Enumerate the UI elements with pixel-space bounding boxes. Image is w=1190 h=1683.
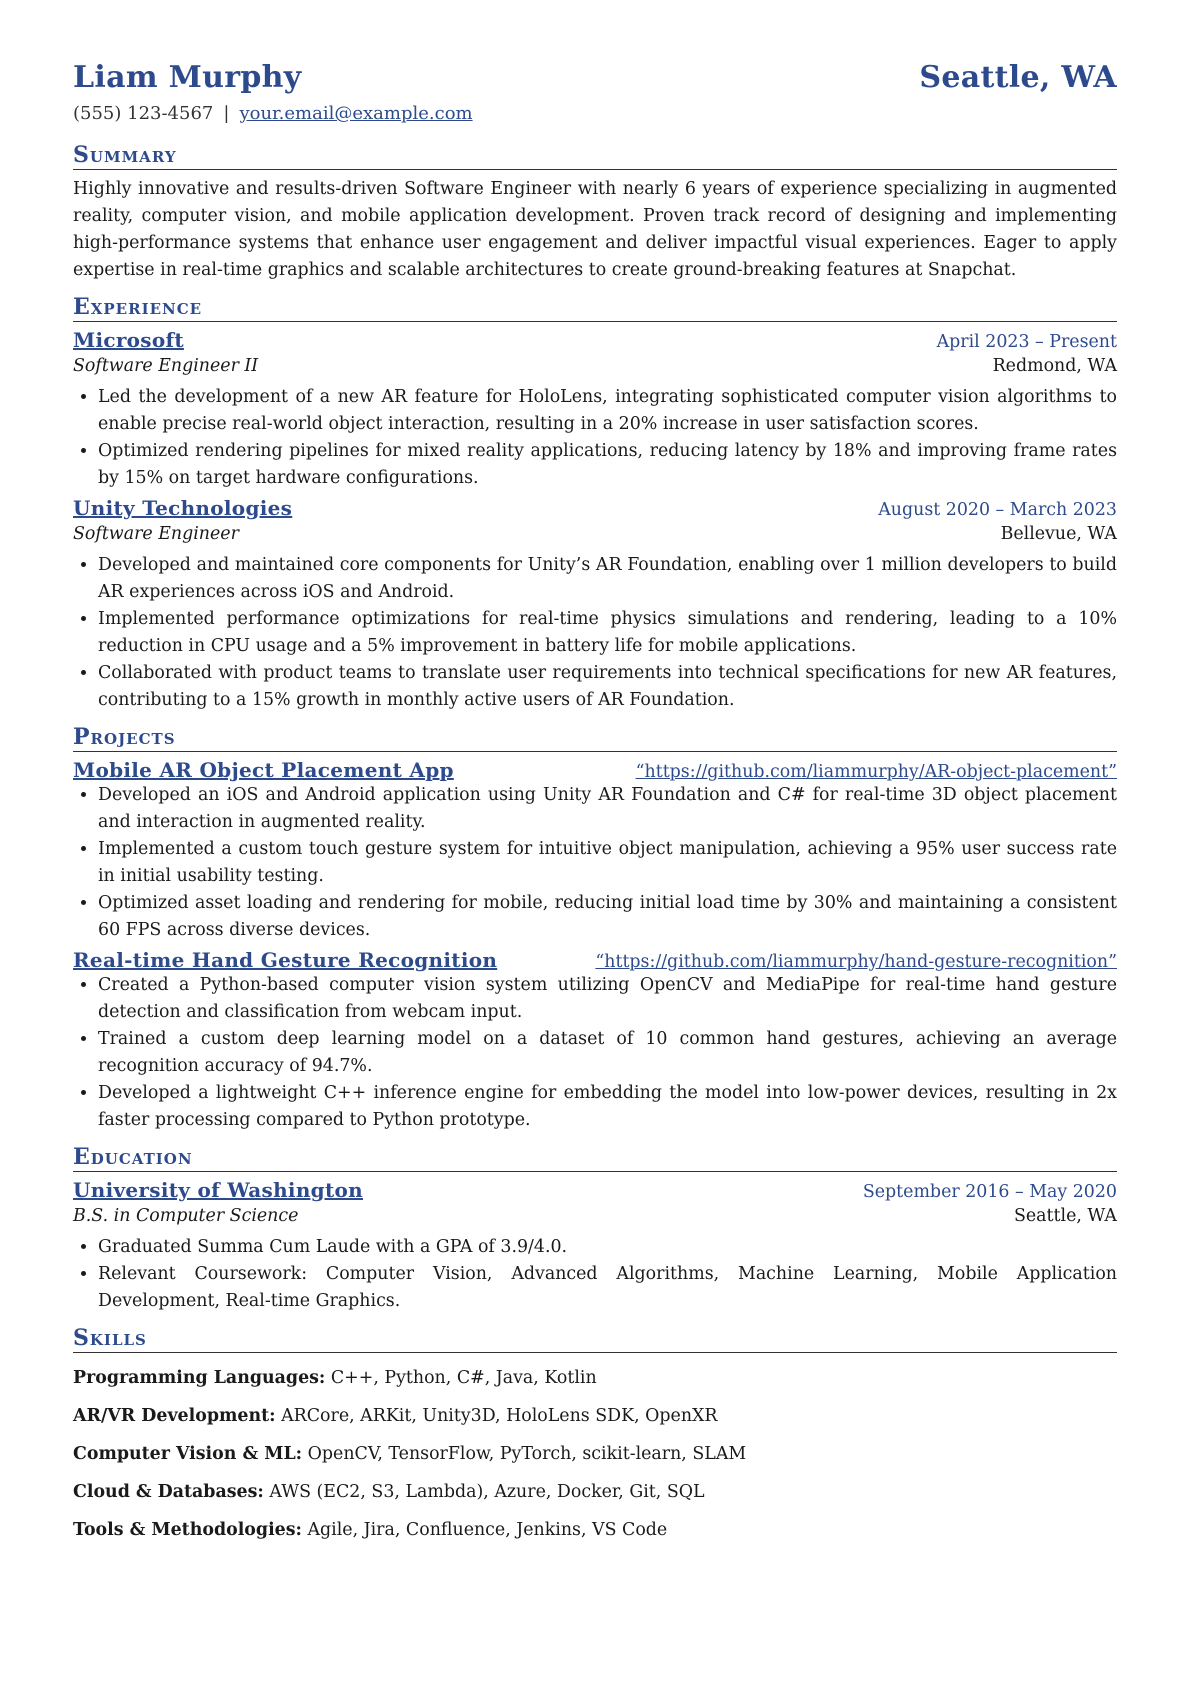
- list-item: • Graduated Summa Cum Laude with a GPA of 3.9/4.0.: [98, 1234, 1117, 1261]
- summary-text: Highly innovative and results-driven Software Engineer with nearly 6 years of experience specializing in augmented reality, computer vision, and mobile application development. Proven track record of designing and implementing high-performance systems that enhance user engagement and deliver impactful visual experiences. Eager to apply expertise in real-time graphics and scalable architectures to create ground-breaking features at Snapchat.: [73, 179, 1117, 280]
- section-title-projects: Projects: [73, 724, 1117, 752]
- list-item: • Developed a lightweight C++ inference engine for embedding the model into low-power devices, resulting in 2x faster processing compared to Python prototype.: [98, 1080, 1117, 1134]
- list-item: • Optimized rendering pipelines for mixed reality applications, reducing latency by 18% and improving frame rates by 15% on target hardware configurations.: [98, 438, 1117, 492]
- skill-line: [73, 1473, 1117, 1511]
- contact-line: [73, 103, 1117, 124]
- summary-section: [73, 142, 1117, 284]
- degree: B.S. in Computer Science: [73, 1206, 299, 1226]
- list-item: • Led the development of a new AR feature for HoloLens, integrating sophisticated computer vision algorithms to enable precise real-world object interaction, resulting in a 20% increase in user satisfaction scores.: [98, 384, 1117, 438]
- skills-section: [73, 1325, 1117, 1549]
- job-dates: April 2023 – Present: [936, 332, 1117, 352]
- list-item: • Created a Python-based computer vision system utilizing OpenCV and MediaPipe for real-time hand gesture detection and classification from webcam input.: [98, 972, 1117, 1026]
- job-entry: [73, 496, 1117, 714]
- contact-separator: |: [223, 103, 230, 124]
- list-item: • Developed and maintained core components for Unity’s AR Foundation, enabling over 1 million developers to build AR experiences across iOS and Android.: [98, 552, 1117, 606]
- skill-value: AWS (EC2, S3, Lambda), Azure, Docker, Git, SQL: [263, 1482, 705, 1502]
- education-entry: [73, 1178, 1117, 1315]
- project-link[interactable]: “https://github.com/liammurphy/AR-object-placement”: [635, 762, 1117, 782]
- job-location: Redmond, WA: [992, 356, 1117, 376]
- experience-section: [73, 294, 1117, 714]
- skill-value: C++, Python, C#, Java, Kotlin: [325, 1368, 597, 1388]
- projects-section: [73, 724, 1117, 1134]
- skill-line: [73, 1511, 1117, 1549]
- job-dates: August 2020 – March 2023: [878, 500, 1117, 520]
- job-bullets: [73, 384, 1117, 492]
- project-name[interactable]: Mobile AR Object Placement App: [73, 758, 454, 782]
- project-entry: [73, 948, 1117, 1134]
- company-name[interactable]: Unity Technologies: [73, 496, 293, 520]
- project-name[interactable]: Real-time Hand Gesture Recognition: [73, 948, 498, 972]
- email-link[interactable]: your.email@example.com: [239, 103, 473, 124]
- list-item: • Developed an iOS and Android application using Unity AR Foundation and C# for real-time 3D object placement and interaction in augmented reality.: [98, 782, 1117, 836]
- skill-label: Cloud & Databases:: [73, 1482, 264, 1502]
- section-title-education: Education: [73, 1144, 1117, 1172]
- list-item: • Relevant Coursework: Computer Vision, Advanced Algorithms, Machine Learning, Mobile Application Development, Real-time Graphics.: [98, 1261, 1117, 1315]
- project-entry: [73, 758, 1117, 944]
- skills-list: [73, 1359, 1117, 1549]
- section-title-skills: Skills: [73, 1325, 1117, 1353]
- skill-label: Computer Vision & ML:: [73, 1444, 303, 1464]
- skill-value: OpenCV, TensorFlow, PyTorch, scikit-learn, SLAM: [302, 1444, 747, 1464]
- project-bullets: [73, 782, 1117, 944]
- education-dates: September 2016 – May 2020: [862, 1182, 1117, 1202]
- list-item: • Trained a custom deep learning model on a dataset of 10 common hand gestures, achieving an average recognition accuracy of 94.7%.: [98, 1026, 1117, 1080]
- list-item: • Optimized asset loading and rendering for mobile, reducing initial load time by 30% and maintaining a consistent 60 FPS across diverse devices.: [98, 890, 1117, 944]
- job-role: Software Engineer: [73, 524, 239, 544]
- education-section: [73, 1144, 1117, 1315]
- skill-line: [73, 1397, 1117, 1435]
- resume-header: [73, 60, 1117, 124]
- skill-label: Programming Languages:: [73, 1368, 326, 1388]
- candidate-location: Seattle, WA: [919, 60, 1117, 95]
- project-bullets: [73, 972, 1117, 1134]
- education-location: Seattle, WA: [1013, 1206, 1117, 1226]
- skill-line: [73, 1359, 1117, 1397]
- company-name[interactable]: Microsoft: [73, 328, 184, 352]
- list-item: • Implemented a custom touch gesture system for intuitive object manipulation, achieving a 95% user success rate in initial usability testing.: [98, 836, 1117, 890]
- list-item: • Implemented performance optimizations for real-time physics simulations and rendering, leading to a 10% reduction in CPU usage and a 5% improvement in battery life for mobile applications.: [98, 606, 1117, 660]
- candidate-name: Liam Murphy: [73, 60, 302, 95]
- phone-number: (555) 123-4567: [73, 103, 214, 124]
- skill-value: ARCore, ARKit, Unity3D, HoloLens SDK, OpenXR: [275, 1406, 718, 1426]
- skill-label: Tools & Methodologies:: [73, 1520, 302, 1540]
- job-entry: [73, 328, 1117, 492]
- section-title-summary: Summary: [73, 142, 1117, 170]
- school-name[interactable]: University of Washington: [73, 1178, 363, 1202]
- skill-line: [73, 1435, 1117, 1473]
- job-role: Software Engineer II: [73, 356, 259, 376]
- education-bullets: [73, 1234, 1117, 1315]
- skill-value: Agile, Jira, Confluence, Jenkins, VS Code: [301, 1520, 668, 1540]
- section-title-experience: Experience: [73, 294, 1117, 322]
- skill-label: AR/VR Development:: [73, 1406, 276, 1426]
- list-item: • Collaborated with product teams to translate user requirements into technical specifications for new AR features, contributing to a 15% growth in monthly active users of AR Foundation.: [98, 660, 1117, 714]
- project-link[interactable]: “https://github.com/liammurphy/hand-gesture-recognition”: [595, 952, 1117, 972]
- job-bullets: [73, 552, 1117, 714]
- job-location: Bellevue, WA: [1000, 524, 1117, 544]
